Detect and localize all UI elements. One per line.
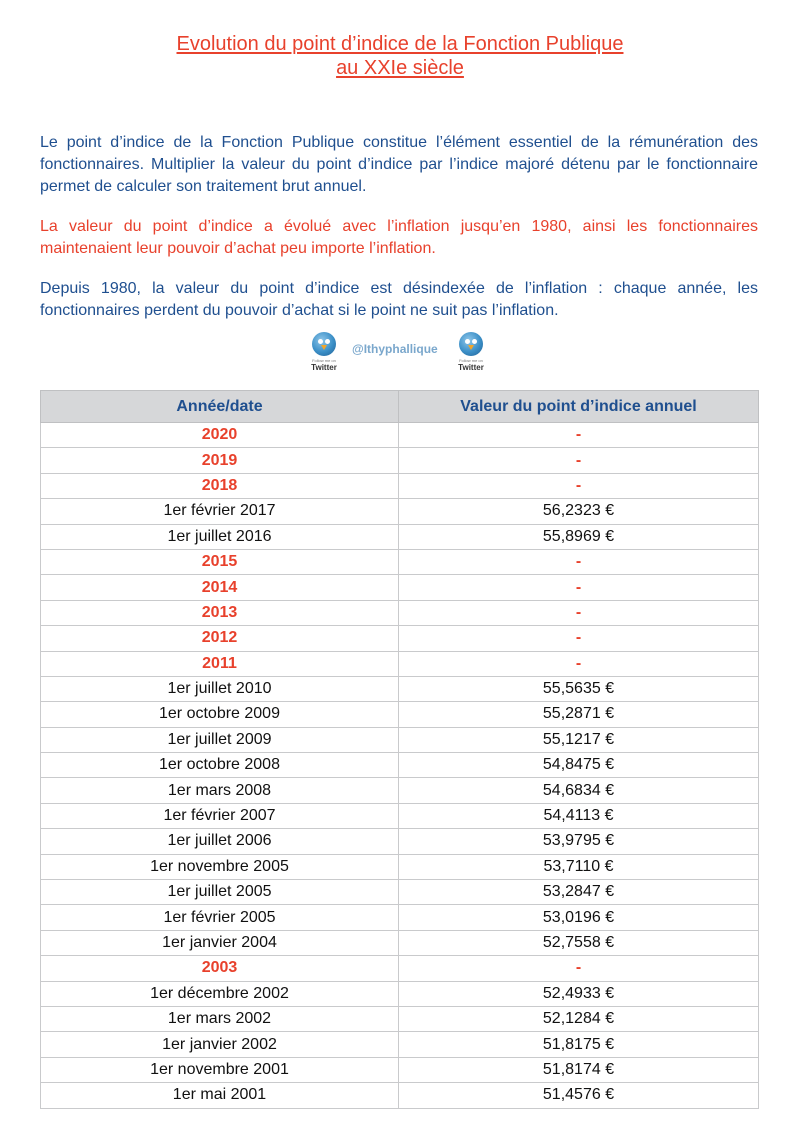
badge-label: Twitter — [458, 363, 484, 372]
table-row — [41, 829, 759, 854]
intro-paragraph: Le point d’indice de la Fonction Publique constitue l’élément essentiel de la rémunération des fonctionnaires. Multiplier la valeur du point d’indice par l’indice majoré détenu par le fonctionnaire permet de calculer son traitement brut annuel. — [40, 134, 758, 195]
twitter-banner — [0, 330, 800, 376]
twitter-handle[interactable]: @Ithyphallique — [352, 342, 438, 356]
table-row — [41, 956, 759, 981]
twitter-bird-icon — [312, 332, 336, 356]
cell-value: 51,8174 € — [399, 1057, 759, 1082]
title-line-2: au XXIe siècle — [336, 57, 464, 79]
cell-date: 1er mars 2008 — [41, 778, 399, 803]
document-title — [0, 32, 800, 80]
table-row — [41, 499, 759, 524]
cell-value: 55,5635 € — [399, 676, 759, 701]
cell-value: 52,1284 € — [399, 1006, 759, 1031]
cell-value: 53,7110 € — [399, 854, 759, 879]
index-value-table — [40, 390, 759, 1109]
cell-value: 55,1217 € — [399, 727, 759, 752]
cell-value: - — [399, 473, 759, 498]
cell-date: 1er mars 2002 — [41, 1006, 399, 1031]
cell-date: 1er juillet 2009 — [41, 727, 399, 752]
cell-value: 54,6834 € — [399, 778, 759, 803]
table-row — [41, 676, 759, 701]
cell-value: 55,8969 € — [399, 524, 759, 549]
cell-date: 2011 — [41, 651, 399, 676]
cell-value: 52,4933 € — [399, 981, 759, 1006]
cell-value: 54,4113 € — [399, 803, 759, 828]
cell-value: - — [399, 448, 759, 473]
cell-date: 1er janvier 2004 — [41, 930, 399, 955]
table-row — [41, 1057, 759, 1082]
cell-value: 53,0196 € — [399, 905, 759, 930]
cell-date: 1er juillet 2016 — [41, 524, 399, 549]
table-row — [41, 1006, 759, 1031]
cell-value: - — [399, 575, 759, 600]
table-row — [41, 600, 759, 625]
table-row — [41, 803, 759, 828]
table-row — [41, 549, 759, 574]
cell-date: 1er juillet 2006 — [41, 829, 399, 854]
deindexation-paragraph: Depuis 1980, la valeur du point d’indice est désindexée de l’inflation : chaque année, les fonctionnaires perdent du pouvoir d’achat si le point ne suit pas l’inflation. — [40, 280, 758, 319]
cell-date: 2014 — [41, 575, 399, 600]
table-row — [41, 423, 759, 448]
cell-date: 1er février 2017 — [41, 499, 399, 524]
cell-date: 1er juillet 2005 — [41, 880, 399, 905]
table-row — [41, 905, 759, 930]
table-row — [41, 854, 759, 879]
cell-value: - — [399, 600, 759, 625]
table-row — [41, 1032, 759, 1057]
cell-date: 2020 — [41, 423, 399, 448]
table-row — [41, 651, 759, 676]
cell-date: 1er novembre 2001 — [41, 1057, 399, 1082]
table-row — [41, 930, 759, 955]
header-date: Année/date — [41, 391, 399, 423]
cell-date: 1er juillet 2010 — [41, 676, 399, 701]
badge-label: Twitter — [311, 363, 337, 372]
twitter-badge-left[interactable] — [306, 330, 342, 374]
table-row — [41, 448, 759, 473]
table-row — [41, 626, 759, 651]
inflation-paragraph: La valeur du point d’indice a évolué avec l’inflation jusqu’en 1980, ainsi les fonctionnaires maintenaient leur pouvoir d’achat peu importe l’inflation. — [40, 218, 758, 257]
cell-value: 53,9795 € — [399, 829, 759, 854]
cell-date: 2003 — [41, 956, 399, 981]
cell-value: - — [399, 956, 759, 981]
cell-date: 1er février 2005 — [41, 905, 399, 930]
cell-value: 53,2847 € — [399, 880, 759, 905]
cell-date: 1er octobre 2009 — [41, 702, 399, 727]
table-row — [41, 524, 759, 549]
cell-date: 1er février 2007 — [41, 803, 399, 828]
table-row — [41, 727, 759, 752]
cell-value: 52,7558 € — [399, 930, 759, 955]
cell-value: - — [399, 549, 759, 574]
cell-value: - — [399, 626, 759, 651]
table-row — [41, 575, 759, 600]
cell-value: 51,8175 € — [399, 1032, 759, 1057]
table-header-row — [41, 391, 759, 423]
cell-date: 1er mai 2001 — [41, 1083, 399, 1108]
table-row — [41, 702, 759, 727]
cell-date: 1er octobre 2008 — [41, 753, 399, 778]
cell-value: - — [399, 423, 759, 448]
table-row — [41, 778, 759, 803]
cell-date: 2015 — [41, 549, 399, 574]
title-line-1: Evolution du point d’indice de la Fonction Publique — [176, 33, 624, 55]
table-row — [41, 880, 759, 905]
cell-value: 51,4576 € — [399, 1083, 759, 1108]
twitter-badge-right[interactable] — [453, 330, 489, 374]
cell-date: 1er novembre 2005 — [41, 854, 399, 879]
cell-date: 2019 — [41, 448, 399, 473]
cell-value: 56,2323 € — [399, 499, 759, 524]
badge-caption: Follow me on — [459, 358, 483, 363]
cell-date: 1er décembre 2002 — [41, 981, 399, 1006]
table-row — [41, 1083, 759, 1108]
badge-caption: Follow me on — [312, 358, 336, 363]
cell-date: 2012 — [41, 626, 399, 651]
cell-date: 2018 — [41, 473, 399, 498]
cell-value: 55,2871 € — [399, 702, 759, 727]
table-body — [41, 423, 759, 1109]
cell-date: 1er janvier 2002 — [41, 1032, 399, 1057]
twitter-bird-icon — [459, 332, 483, 356]
header-value: Valeur du point d’indice annuel — [399, 391, 759, 423]
cell-date: 2013 — [41, 600, 399, 625]
cell-value: - — [399, 651, 759, 676]
table-row — [41, 753, 759, 778]
cell-value: 54,8475 € — [399, 753, 759, 778]
table-row — [41, 981, 759, 1006]
table-row — [41, 473, 759, 498]
